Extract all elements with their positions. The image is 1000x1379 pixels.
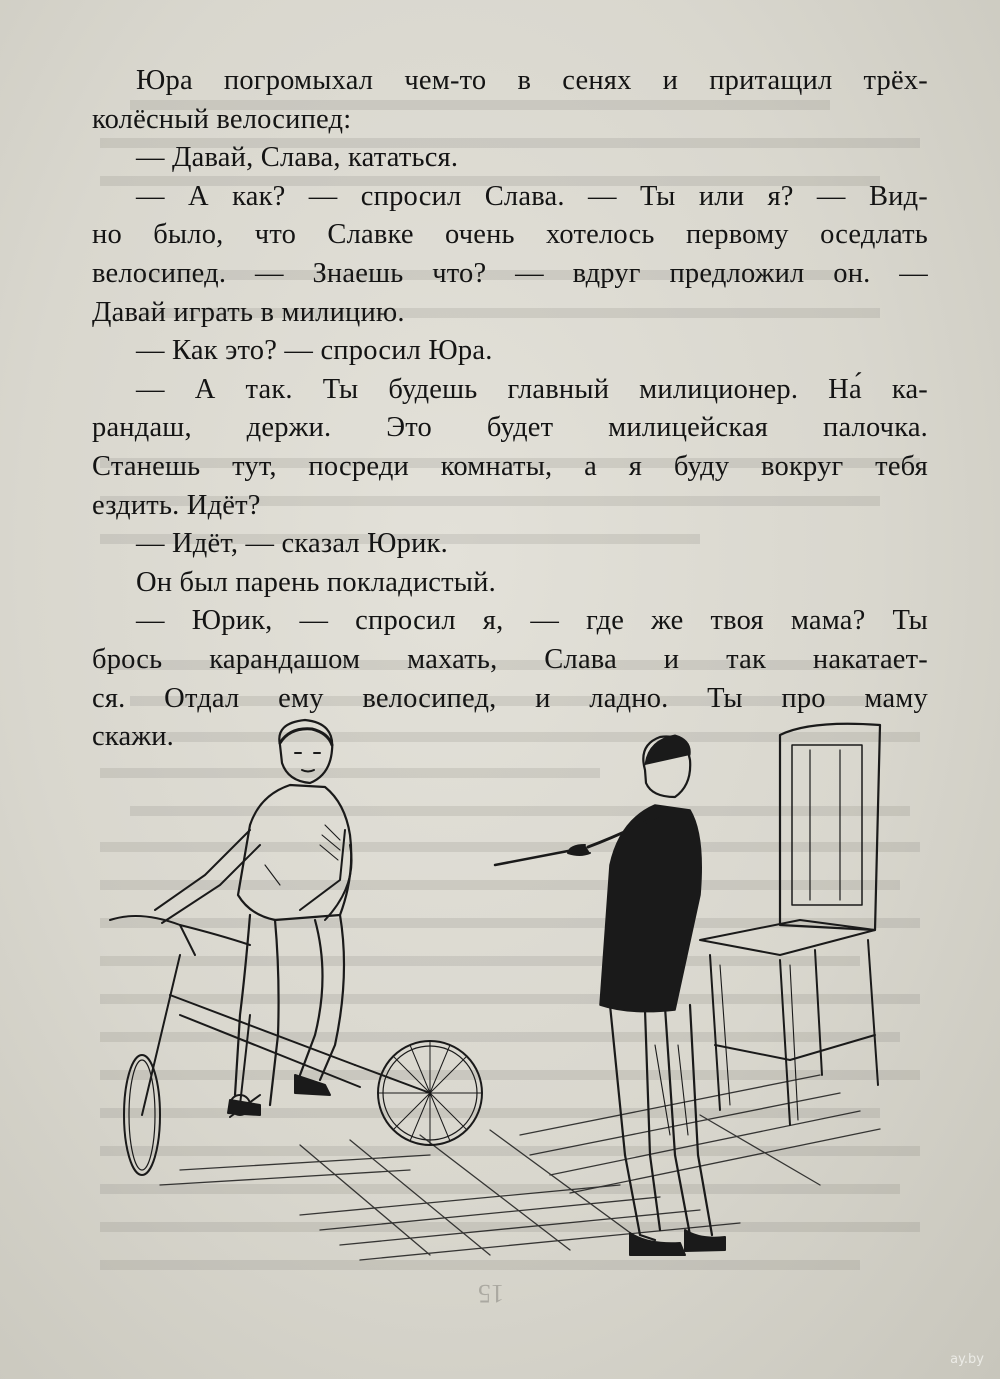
text-line: но было, что Славке очень хотелось первому оседлать [92, 219, 928, 251]
story-text [92, 62, 928, 757]
text-line: — Давай, Слава, кататься. [136, 142, 459, 174]
text-line: скажи. [92, 721, 174, 753]
text-line: — Как это? — спросил Юра. [136, 335, 493, 367]
text-line: Станешь тут, посреди комнаты, а я буду вокруг тебя [92, 450, 928, 482]
watermark-text: ay.by [950, 1352, 984, 1367]
text-line: брось карандашом махать, Слава и так накатает- [92, 643, 928, 675]
text-line: рандаш, держи. Это будет милицейская палочка. [92, 412, 928, 444]
page-number: 15 [478, 1279, 504, 1308]
text-line: Он был парень покладистый. [136, 566, 496, 598]
text-line: ездить. Идёт? [92, 489, 261, 521]
text-line: — Идёт, — сказал Юрик. [136, 528, 448, 560]
text-line: — А так. Ты будешь главный милиционер. На́ ка- [136, 373, 928, 405]
text-line: — Юрик, — спросил я, — где же твоя мама? Ты [136, 605, 928, 637]
illustration-boys-tricycle [100, 715, 930, 1275]
text-line: Давай играть в милицию. [92, 296, 405, 328]
text-line: — А как? — спросил Слава. — Ты или я? — Вид- [136, 180, 928, 212]
text-line: велосипед. — Знаешь что? — вдруг предложил он. — [92, 257, 928, 289]
text-line: ся. Отдал ему велосипед, и ладно. Ты про маму [92, 682, 928, 714]
text-line: Юра погромыхал чем-то в сенях и притащил трёх- [136, 65, 928, 96]
text-line: колёсный велосипед: [92, 103, 352, 135]
